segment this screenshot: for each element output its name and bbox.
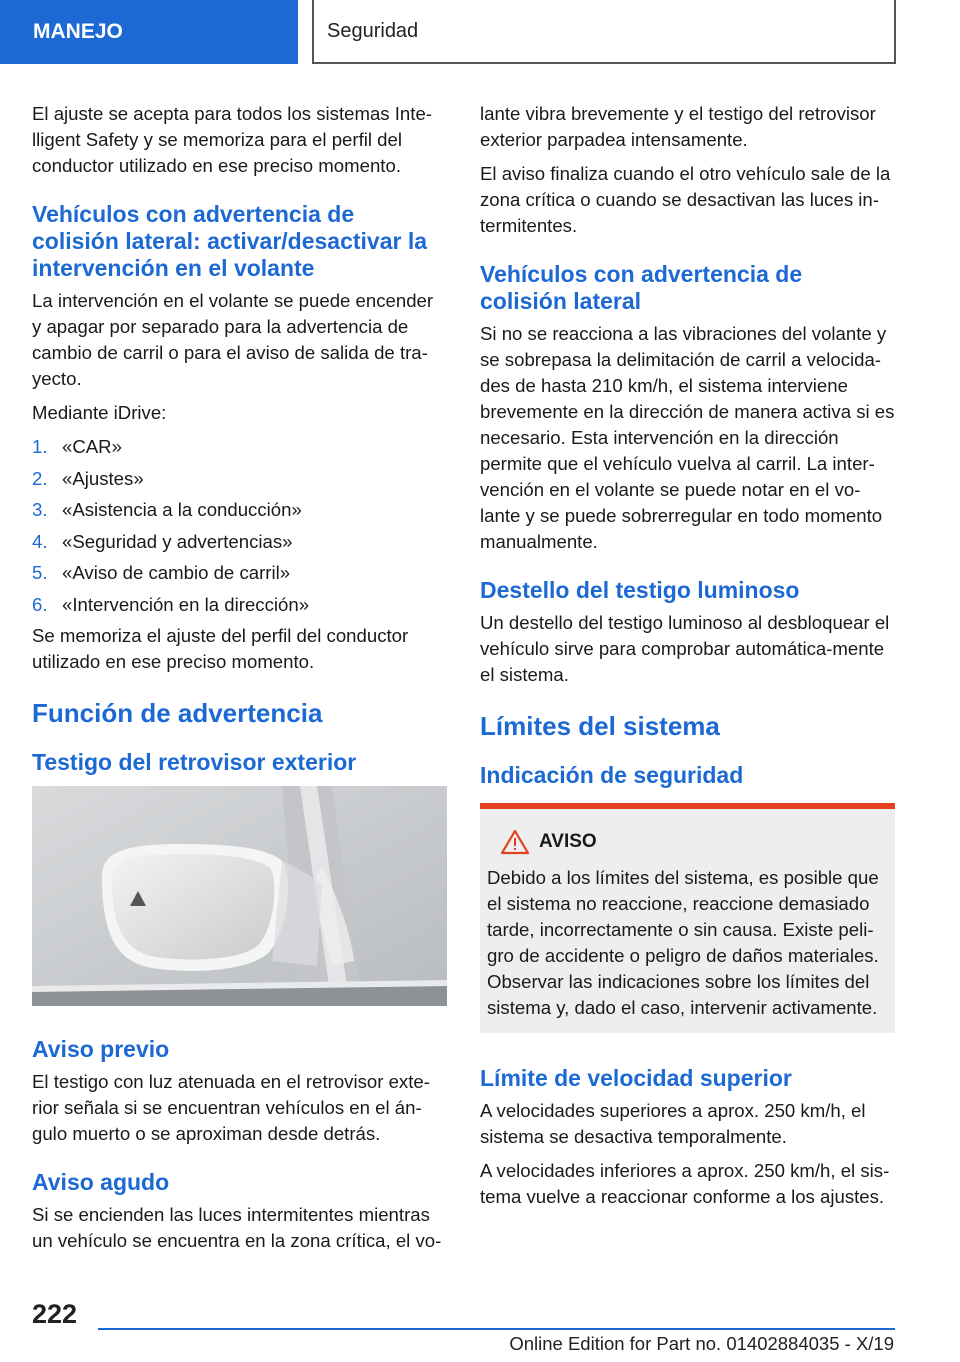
speed-paragraph-2: A velocidades inferiores a aprox. 250 km/h, el sis‐tema vuelve a reaccionar conforme a los ajustes. (480, 1160, 890, 1207)
warning-title (487, 829, 885, 855)
idrive-steps (32, 434, 447, 618)
heading-warning-function: Función de advertencia (32, 698, 323, 728)
step-number: 6. (32, 593, 48, 615)
step-text: «Aviso de cambio de carril» (62, 562, 291, 583)
speed-paragraph-1: A velocidades superiores a aprox. 250 km/h, el sistema se desactiva temporalmente. (480, 1100, 866, 1147)
left-column (32, 101, 447, 1262)
heading-indicator-flash: Destello del testigo luminoso (480, 577, 800, 603)
mirror-drawing (32, 786, 447, 1006)
heading-lateral-collision: Vehículos con advertencia de colisión lateral (480, 261, 803, 314)
continued-paragraph: lante vibra brevemente y el testigo del retrovisor exterior parpadea intensamente. (480, 103, 876, 150)
mirror-illustration (32, 786, 447, 1006)
step-number: 5. (32, 562, 48, 583)
pre-warning-paragraph: El testigo con luz atenuada en el retrovisor exte‐rior señala si se encuentran vehículos en el án‐gulo muerto o se aproximan desde detrás. (32, 1071, 430, 1144)
list-item (32, 466, 447, 492)
idrive-paragraph: Mediante iDrive: (32, 402, 167, 423)
step-number: 1. (32, 436, 48, 457)
heading-acute-warning: Aviso agudo (32, 1169, 170, 1195)
list-item (32, 529, 447, 555)
edition-footer: Online Edition for Part no. 01402884035 - X/19 (509, 1333, 894, 1354)
heading-mirror-indicator: Testigo del retrovisor exterior (32, 749, 357, 775)
heading-steering-intervention: Vehículos con advertencia de colisión lateral: activar/desactivar la intervención en el volante (32, 201, 428, 281)
saved-paragraph: Se memoriza el ajuste del perfil del conductor utilizado en ese preciso momento. (32, 625, 409, 672)
collision-paragraph: Si no se reacciona a las vibraciones del volante y se sobrepasa la delimitación de carril a velocida‐des de hasta 210 km/h, el sistema interviene brevemente en la dirección de manera activa si es necesario. Esta intervención en la dirección permite que el vehículo vuelva al carril. La inter‐vención en el volante se puede notar en el vo‐lante y se puede sobrerregular en todo momento manualmente. (480, 323, 895, 552)
flash-paragraph: Un destello del testigo luminoso al desbloquear el vehículo sirve para comprobar automática‐mente el sistema. (480, 612, 890, 685)
footer-divider (98, 1328, 895, 1330)
step-text: «Asistencia a la conducción» (62, 499, 302, 520)
warning-icon (487, 829, 535, 855)
warning-end-paragraph: El aviso finaliza cuando el otro vehículo sale de la zona crítica o cuando se desactivan las luces in‐termitentes. (480, 163, 891, 236)
list-item (32, 592, 447, 618)
warning-box (480, 803, 895, 1033)
heading-safety-note: Indicación de seguridad (480, 762, 744, 788)
step-number: 2. (32, 467, 48, 489)
list-item (32, 434, 447, 460)
step-text: «Ajustes» (62, 467, 144, 489)
step-number: 3. (32, 499, 48, 520)
list-item (32, 560, 447, 586)
right-column (480, 101, 895, 1218)
step-text: «Intervención en la dirección» (62, 593, 310, 615)
step-text: «CAR» (62, 436, 122, 457)
warning-text: Debido a los límites del sistema, es posible que el sistema no reaccione, reaccione demasiado tarde, incorrectamente o sin causa. Existe peli‐gro de accidente o peligro de daños materiales. Observar las indicaciones sobre los límites del sistema y, dado el caso, intervenir activamente. (487, 867, 879, 1018)
chapter-tab: MANEJO (0, 0, 298, 64)
steering-paragraph: La intervención en el volante se puede encender y apagar por separado para la advertencia de cambio de carril o para el aviso de salida de tra‐yecto. (32, 290, 434, 389)
list-item (32, 497, 447, 523)
acute-warning-paragraph: Si se encienden las luces intermitentes mientras un vehículo se encuentra en la zona crítica, el vo‐ (32, 1204, 442, 1251)
page-number: 222 (32, 1299, 78, 1329)
intro-paragraph: El ajuste se acepta para todos los sistemas Inte‐lligent Safety y se memoriza para el perfil del conductor utilizado en ese preciso momento. (32, 103, 432, 176)
heading-speed-limit: Límite de velocidad superior (480, 1065, 792, 1091)
step-number: 4. (32, 530, 48, 552)
heading-system-limits: Límites del sistema (480, 711, 720, 741)
step-text: «Seguridad y advertencias» (62, 530, 293, 552)
heading-pre-warning: Aviso previo (32, 1036, 170, 1062)
warning-label: AVISO (539, 831, 597, 852)
section-title: Seguridad (312, 0, 896, 64)
